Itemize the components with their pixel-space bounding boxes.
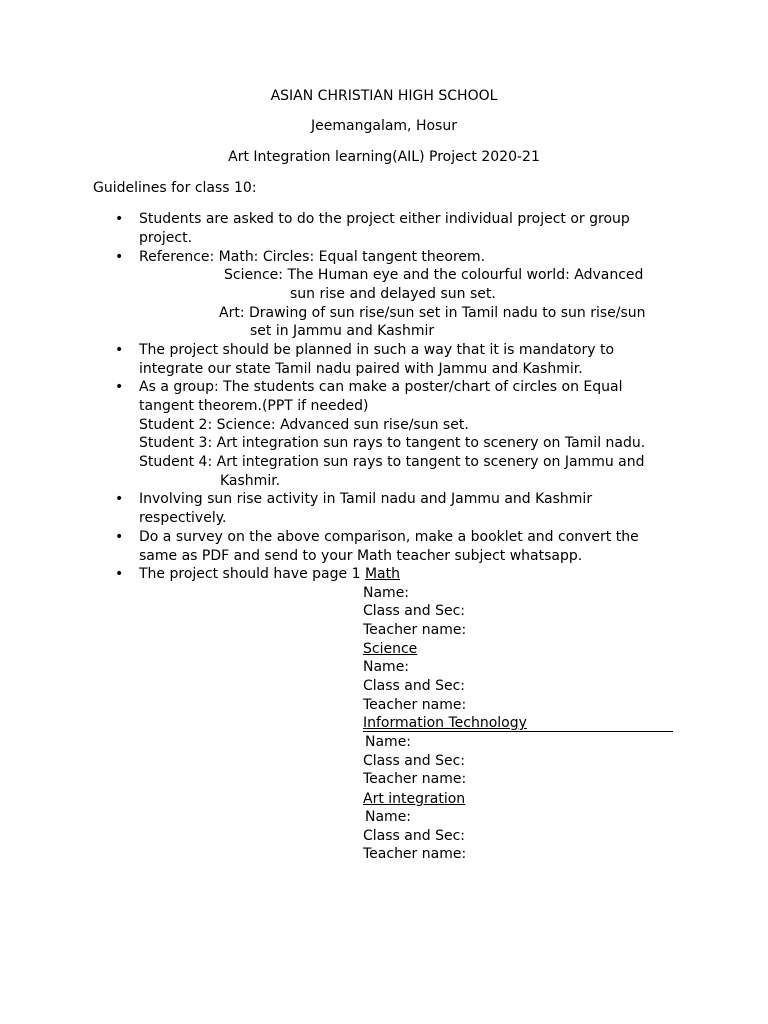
bullet-marker: • [115, 342, 124, 358]
reference-art-2: set in Jammu and Kashmir [250, 323, 435, 339]
survey-line-1: Do a survey on the above comparison, make a booklet and convert the [139, 529, 639, 545]
project-title: Art Integration learning(AIL) Project 2020-21 [228, 149, 540, 165]
bullet-marker: • [115, 211, 124, 227]
group-line-2: tangent theorem.(PPT if needed) [139, 398, 369, 414]
science-name-label: Name: [363, 659, 410, 675]
bullet-marker: • [115, 249, 124, 265]
art-name-label: Name: [365, 809, 412, 825]
reference-science-1: Science: The Human eye and the colourful world: Advanced [224, 267, 644, 283]
math-teacher-label: Teacher name: [363, 622, 467, 638]
students-line-2: project. [139, 230, 193, 246]
science-teacher-label: Teacher name: [363, 697, 467, 713]
page1-line [139, 565, 400, 584]
it-teacher-label: Teacher name: [363, 771, 467, 787]
it-name-label: Name: [365, 734, 412, 750]
student-4-line-1: Student 4: Art integration sun rays to tangent to scenery on Jammu and [139, 454, 645, 470]
involving-line-2: respectively. [139, 510, 227, 526]
it-underline-rule [363, 731, 673, 732]
subject-title-science: Science [363, 641, 418, 657]
student-2: Student 2: Science: Advanced sun rise/sun set. [139, 417, 469, 433]
bullet-marker: • [115, 491, 124, 507]
math-name-label: Name: [363, 585, 410, 601]
art-class-label: Class and Sec: [363, 828, 465, 844]
reference-science-2: sun rise and delayed sun set. [290, 286, 496, 302]
it-class-label: Class and Sec: [363, 753, 465, 769]
involving-line-1: Involving sun rise activity in Tamil nadu and Jammu and Kashmir [139, 491, 593, 507]
school-name: ASIAN CHRISTIAN HIGH SCHOOL [270, 88, 498, 104]
bullet-marker: • [115, 566, 124, 582]
reference-math: Reference: Math: Circles: Equal tangent theorem. [139, 249, 486, 265]
planned-line-1: The project should be planned in such a way that it is mandatory to [139, 342, 615, 358]
school-location: Jeemangalam, Hosur [311, 118, 457, 134]
page1-prefix: The project should have page 1 [139, 566, 365, 582]
bullet-marker: • [115, 529, 124, 545]
students-line-1: Students are asked to do the project either individual project or group [139, 211, 630, 227]
subject-title-art: Art integration [363, 791, 466, 807]
group-line-1: As a group: The students can make a poster/chart of circles on Equal [139, 379, 623, 395]
bullet-marker: • [115, 379, 124, 395]
subject-title-math: Math [364, 566, 400, 582]
art-teacher-label: Teacher name: [363, 846, 467, 862]
planned-line-2: integrate our state Tamil nadu paired with Jammu and Kashmir. [139, 361, 583, 377]
subject-title-it: Information Technology [363, 715, 527, 731]
student-4-line-2: Kashmir. [220, 473, 281, 489]
student-3: Student 3: Art integration sun rays to tangent to scenery on Tamil nadu. [139, 435, 646, 451]
math-class-label: Class and Sec: [363, 603, 465, 619]
guidelines-heading: Guidelines for class 10: [93, 180, 257, 196]
reference-art-1: Art: Drawing of sun rise/sun set in Tamil nadu to sun rise/sun [219, 305, 646, 321]
science-class-label: Class and Sec: [363, 678, 465, 694]
survey-line-2: same as PDF and send to your Math teacher subject whatsapp. [139, 548, 583, 564]
